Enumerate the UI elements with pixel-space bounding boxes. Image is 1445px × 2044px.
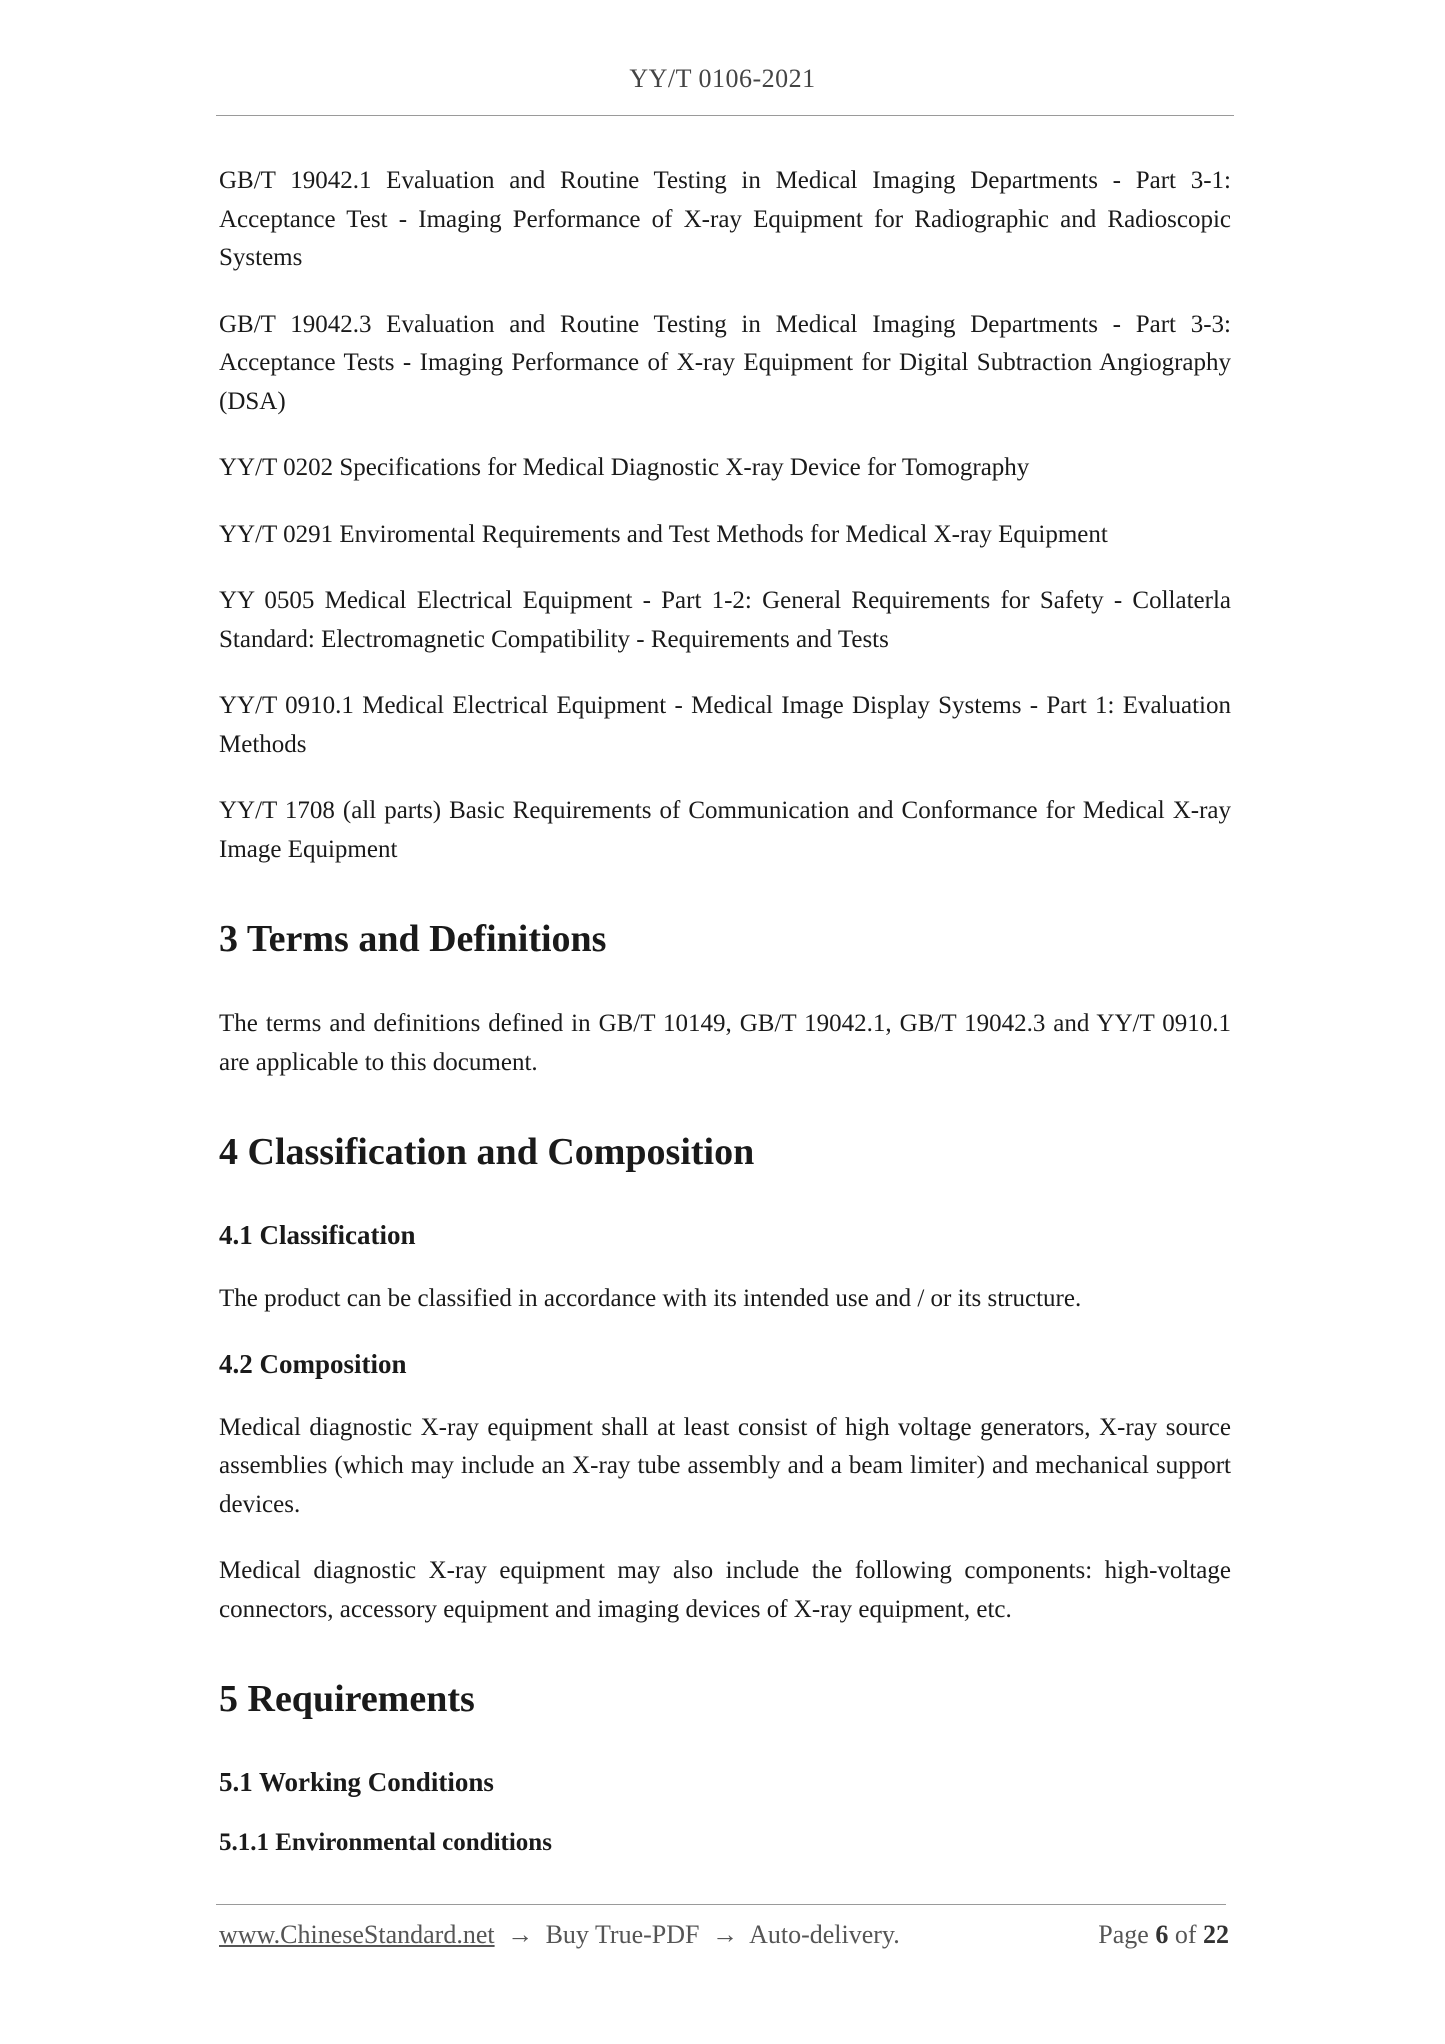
reference-item: YY/T 0910.1 Medical Electrical Equipment - Medical Image Display Systems - Part 1: Evaluation Methods — [219, 692, 1231, 758]
reference-item: YY/T 0202 Specifications for Medical Diagnostic X-ray Device for Tomography — [219, 454, 1030, 481]
page-total: 22 — [1203, 1920, 1229, 1949]
page-footer — [219, 1920, 1229, 1950]
arrow-right-icon: → — [712, 1920, 738, 1949]
reference-item: YY/T 0291 Enviromental Requirements and Test Methods for Medical X-ray Equipment — [219, 520, 1108, 548]
auto-delivery-text: Auto-delivery. — [749, 1920, 900, 1949]
reference-item: YY/T 1708 (all parts) Basic Requirements of Communication and Conformance for Medical X-ray Image Equipment — [219, 797, 1231, 863]
page-current: 6 — [1155, 1920, 1169, 1949]
site-link[interactable]: www.ChineseStandard.net — [219, 1920, 495, 1949]
reference-item: GB/T 19042.3 Evaluation and Routine Testing in Medical Imaging Departments - Part 3-3: Acceptance Tests - Imaging Performance of X-ray Equipment for Digital Subtraction Angiography (DSA) — [219, 310, 1231, 415]
section-5-1-heading: 5.1 Working Conditions — [219, 1767, 494, 1797]
section-4-2-text-2: Medical diagnostic X-ray equipment may also include the following components: high-voltage connectors, accessory equipment and imaging devices of X-ray equipment, etc. — [219, 1557, 1231, 1623]
section-4-1-heading: 4.1 Classification — [219, 1220, 416, 1250]
reference-item: GB/T 19042.1 Evaluation and Routine Testing in Medical Imaging Departments - Part 3-1: Acceptance Test - Imaging Performance of X-ray Equipment for Radiographic and Radioscopic Systems — [219, 167, 1231, 271]
section-4-2-heading: 4.2 Composition — [219, 1348, 407, 1379]
section-4-1-text: The product can be classified in accordance with its intended use and / or its structure. — [219, 1285, 1082, 1312]
section-5-1-1-heading: 5.1.1 Environmental conditions — [219, 1829, 552, 1856]
header-divider — [216, 115, 1234, 116]
page-label: Page — [1098, 1920, 1149, 1949]
section-5-heading: 5 Requirements — [219, 1678, 475, 1720]
section-3-text: The terms and definitions defined in GB/T 10149, GB/T 19042.1, GB/T 19042.3 and YY/T 0910.1 are applicable to this document. — [219, 1010, 1231, 1076]
buy-true-pdf-link[interactable]: Buy True-PDF — [545, 1920, 700, 1949]
header-standard-number: YY/T 0106-2021 — [629, 64, 816, 93]
section-4-heading: 4 Classification and Composition — [219, 1131, 755, 1173]
page-number — [1098, 1920, 1229, 1950]
footer-divider — [216, 1904, 1226, 1905]
page-of: of — [1174, 1920, 1197, 1949]
page-content — [219, 162, 1231, 1859]
section-3-heading: 3 Terms and Definitions — [219, 918, 607, 960]
arrow-right-icon: → — [507, 1920, 534, 1949]
section-4-2-text-1: Medical diagnostic X-ray equipment shall at least consist of high voltage generators, X-ray source assemblies (which may include an X-ray tube assembly and a beam limiter) and mechanical support devices. — [219, 1413, 1231, 1518]
reference-item: YY 0505 Medical Electrical Equipment - Part 1-2: General Requirements for Safety - Collaterla Standard: Electromagnetic Compatibility - Requirements and Tests — [219, 587, 1231, 653]
